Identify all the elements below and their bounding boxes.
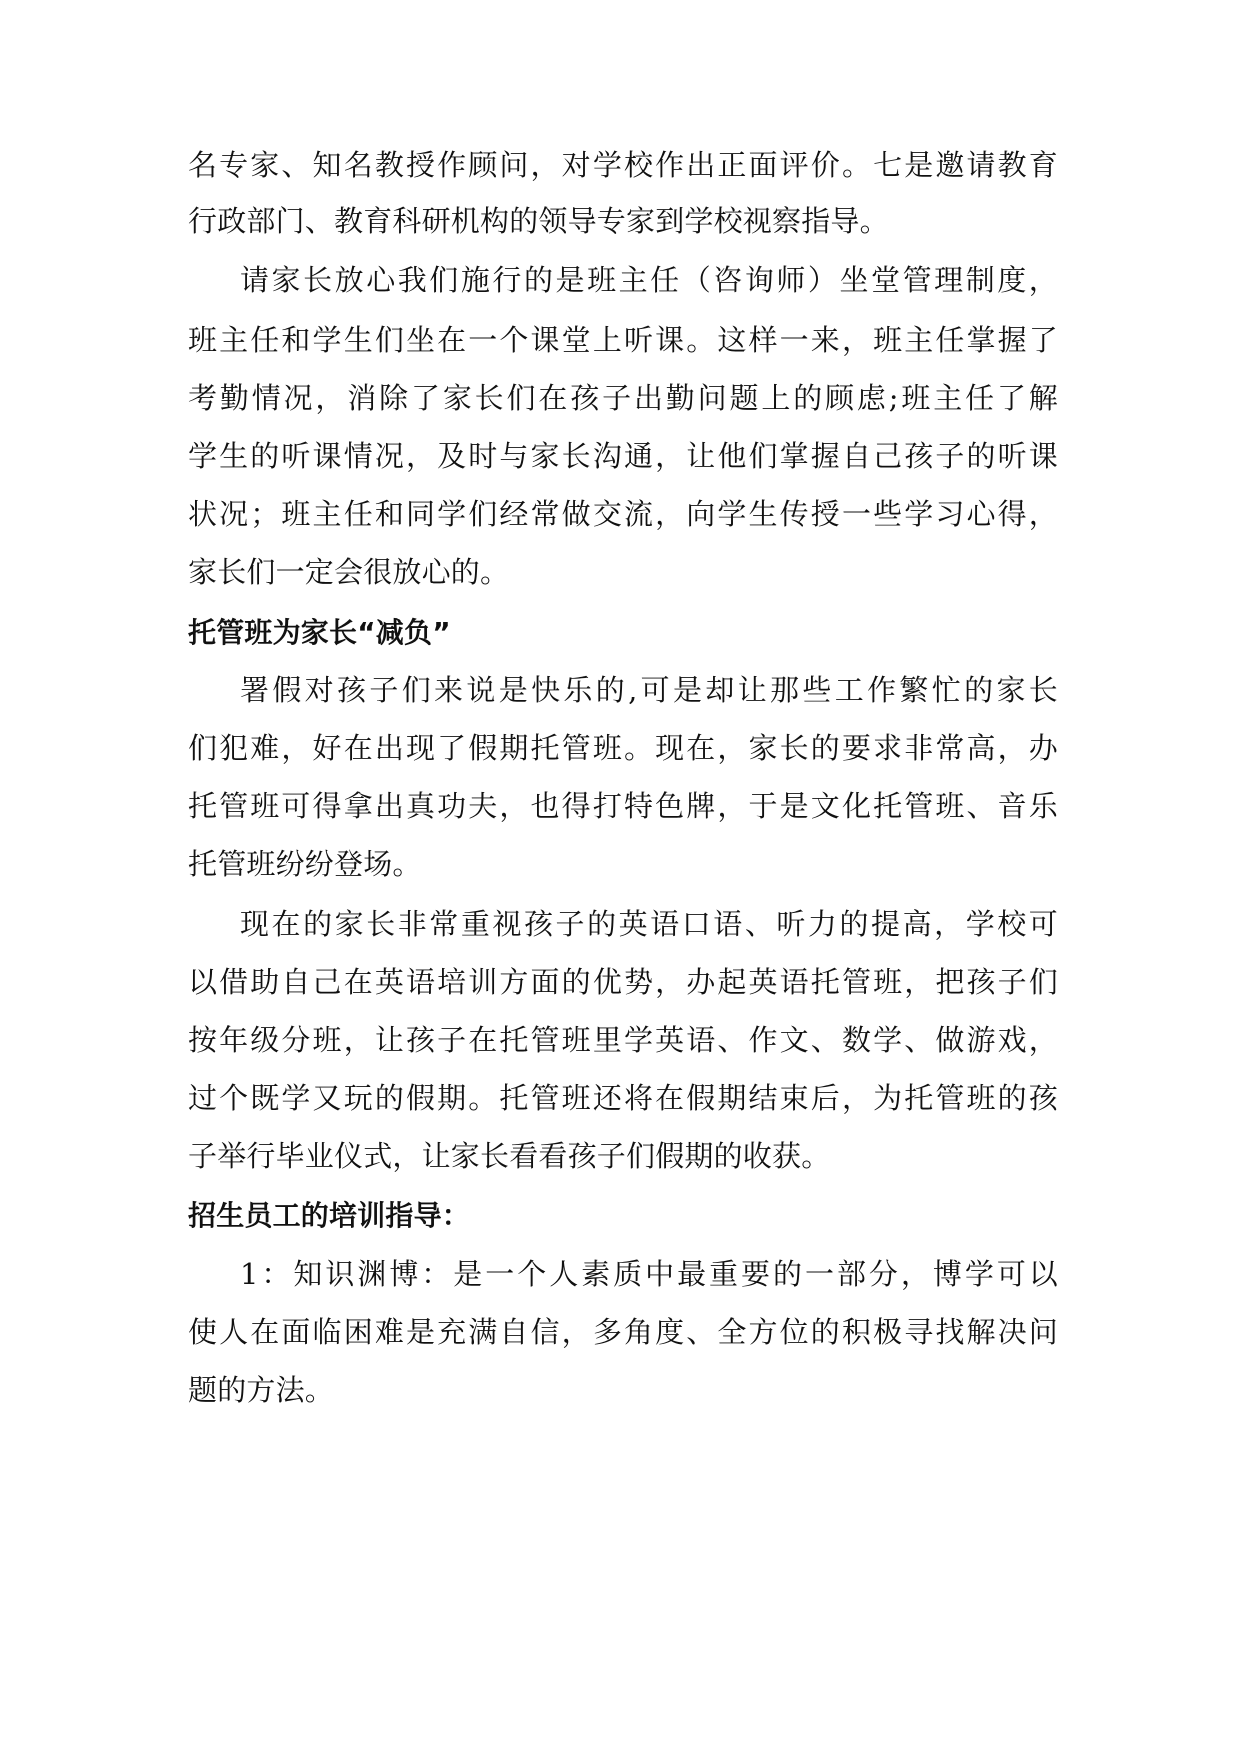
- paragraph-2-line-1: 请家长放心我们施行的是班主任（咨询师）坐堂管理制度，: [240, 263, 1058, 297]
- paragraph-4-line-2: 以借助自己在英语培训方面的优势，办起英语托管班，把孩子们: [188, 965, 1058, 999]
- paragraph-1-line-1: 名专家、知名教授作顾问，对学校作出正面评价。七是邀请教育: [188, 148, 1058, 182]
- paragraph-4-line-4: 过个既学又玩的假期。托管班还将在假期结束后，为托管班的孩: [188, 1081, 1058, 1115]
- paragraph-4-line-1: 现在的家长非常重视孩子的英语口语、听力的提高，学校可: [240, 907, 1058, 941]
- paragraph-4-line-5: 子举行毕业仪式，让家长看看孩子们假期的收获。: [188, 1139, 831, 1173]
- paragraph-5-line-2: 使人在面临困难是充满自信，多角度、全方位的积极寻找解决问: [188, 1315, 1058, 1349]
- paragraph-2-line-6: 家长们一定会很放心的。: [188, 555, 510, 589]
- paragraph-3-line-2: 们犯难，好在出现了假期托管班。现在，家长的要求非常高，办: [188, 731, 1058, 765]
- paragraph-4-line-3: 按年级分班，让孩子在托管班里学英语、作文、数学、做游戏，: [188, 1023, 1058, 1057]
- section-heading-2: 招生员工的培训指导：: [188, 1199, 471, 1232]
- paragraph-2-line-3: 考勤情况，消除了家长们在孩子出勤问题上的顾虑;班主任了解: [188, 381, 1058, 415]
- paragraph-5-line-3: 题的方法。: [188, 1373, 335, 1407]
- paragraph-3-line-4: 托管班纷纷登场。: [188, 847, 422, 881]
- paragraph-1-line-2: 行政部门、教育科研机构的领导专家到学校视察指导。: [188, 204, 889, 238]
- paragraph-3-line-1: 署假对孩子们来说是快乐的,可是却让那些工作繁忙的家长: [240, 673, 1058, 707]
- paragraph-5-line-1: 1：知识渊博：是一个人素质中最重要的一部分，博学可以: [240, 1257, 1058, 1291]
- paragraph-2-line-2: 班主任和学生们坐在一个课堂上听课。这样一来，班主任掌握了: [188, 323, 1058, 357]
- paragraph-2-line-5: 状况；班主任和同学们经常做交流，向学生传授一些学习心得，: [188, 497, 1058, 531]
- section-heading-1: 托管班为家长“减负”: [188, 616, 451, 649]
- paragraph-2-line-4: 学生的听课情况，及时与家长沟通，让他们掌握自己孩子的听课: [188, 439, 1058, 473]
- paragraph-3-line-3: 托管班可得拿出真功夫，也得打特色牌，于是文化托管班、音乐: [188, 789, 1058, 823]
